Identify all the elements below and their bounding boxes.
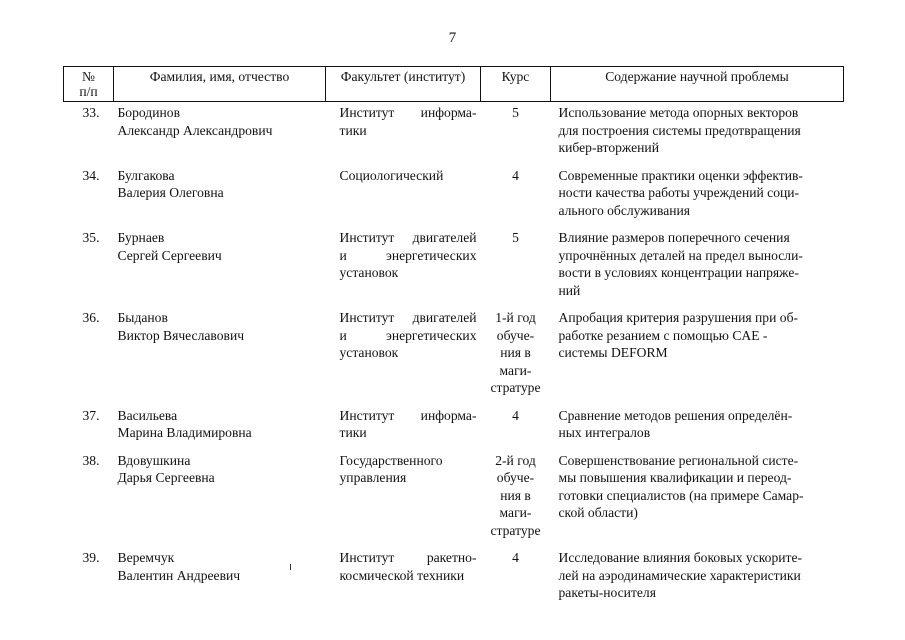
course-line: 5 (512, 230, 519, 245)
course-line: стратуре (490, 380, 541, 395)
table-row (64, 102, 844, 167)
course (481, 102, 551, 167)
research-topic-line: Совершенствование региональной систе- (558, 452, 799, 468)
table-row (64, 549, 844, 612)
scan-mark (290, 564, 291, 570)
research-topic-line: Сравнение методов решения определён- (558, 407, 793, 423)
course-line: 1-й год (495, 310, 536, 325)
course-line: 4 (512, 550, 519, 565)
header-course: Курс (481, 67, 551, 102)
research-topic-line: ных интегралов (558, 425, 651, 440)
students-table-container (63, 66, 843, 612)
research-topic-line: для построения системы предотвращения (558, 122, 801, 138)
row-number: 35. (82, 230, 100, 245)
research-topic-line: Современные практики оценки эффектив- (558, 167, 803, 183)
research-topic-line: системы DEFORM (558, 345, 668, 360)
student-name-line: Вдовушкина (117, 452, 191, 468)
row-number: 38. (82, 452, 100, 468)
course (481, 167, 551, 230)
research-topic (551, 407, 844, 452)
faculty-line: тики (339, 122, 367, 138)
student-name-line: Валерия Олеговна (117, 185, 224, 200)
faculty (326, 229, 481, 309)
faculty-line: Институт информа- (339, 407, 477, 423)
faculty-line: установок (339, 345, 399, 360)
faculty (326, 309, 481, 407)
course (481, 309, 551, 407)
faculty-line: управления (339, 470, 407, 485)
students-table (63, 66, 844, 612)
row-number: 34. (82, 167, 100, 183)
course-line: маги- (499, 362, 532, 378)
course-line: 5 (512, 105, 519, 120)
faculty-line: Институт двигателей (339, 310, 477, 325)
course-line: обуче- (496, 470, 535, 485)
student-name (114, 549, 326, 612)
faculty-line: Институт ракетно- (339, 550, 477, 565)
research-topic-line: упрочнённых деталей на предел выносли- (558, 247, 803, 263)
research-topic-line: Использование метода опорных векторов (558, 105, 799, 120)
course-line: стратуре (490, 522, 541, 538)
faculty (326, 549, 481, 612)
research-topic-line: ской области) (558, 505, 638, 520)
faculty (326, 407, 481, 452)
research-topic-line: работке резанием с помощью CAE - (558, 327, 768, 343)
research-topic-line: вости в условиях концентрации напряже- (558, 265, 799, 280)
research-topic (551, 452, 844, 550)
student-name-line: Бородинов (117, 105, 180, 120)
research-topic-line: мы повышения квалификации и переод- (558, 470, 792, 485)
student-name-line: Булгакова (117, 167, 175, 183)
student-name (114, 452, 326, 550)
faculty-line: установок (339, 265, 399, 280)
row-number: 39. (82, 550, 100, 565)
course-line: маги- (499, 505, 532, 520)
faculty-line: и энергетических (339, 247, 477, 263)
course (481, 452, 551, 550)
student-name-line: Марина Владимировна (117, 425, 252, 440)
research-topic (551, 167, 844, 230)
research-topic-line: ности качества работы учреждений соци- (558, 185, 800, 200)
student-name-line: Валентин Андреевич (117, 567, 241, 583)
research-topic-line: кибер-вторжений (558, 140, 659, 155)
course-line: ния в (500, 345, 531, 360)
research-topic-line: ракеты-носителя (558, 585, 656, 600)
faculty-line: Социологический (339, 167, 444, 183)
research-topic (551, 309, 844, 407)
course (481, 407, 551, 452)
faculty (326, 452, 481, 550)
course-line: 4 (512, 407, 519, 423)
course-line: 4 (512, 167, 519, 183)
header-faculty: Факультет (институт) (326, 67, 481, 102)
faculty-line: Институт двигателей (339, 230, 477, 245)
header-num-line: № (82, 69, 95, 84)
research-topic-line: ального обслуживания (558, 202, 691, 218)
research-topic-line: Апробация критерия разрушения при об- (558, 310, 799, 325)
faculty-line: Государственного (339, 452, 443, 468)
row-number: 33. (82, 105, 100, 120)
student-name (114, 309, 326, 407)
research-topic-line: готовки специалистов (на примере Самар- (558, 487, 804, 503)
table-row (64, 167, 844, 230)
student-name-line: Васильева (117, 407, 178, 423)
course (481, 549, 551, 612)
research-topic (551, 549, 844, 612)
faculty (326, 102, 481, 167)
table-row (64, 452, 844, 550)
table-row (64, 309, 844, 407)
header-num (64, 67, 114, 102)
student-name-line: Веремчук (117, 550, 175, 565)
student-name (114, 167, 326, 230)
header-name: Фамилия, имя, отчество (114, 67, 326, 102)
faculty-line: Институт информа- (339, 105, 477, 120)
table-row (64, 407, 844, 452)
student-name-line: Бурнаев (117, 230, 165, 245)
faculty-line: космической техники (339, 567, 465, 583)
student-name (114, 407, 326, 452)
table-body (64, 102, 844, 612)
student-name-line: Быданов (117, 310, 168, 325)
research-topic (551, 229, 844, 309)
course-line: обуче- (496, 327, 535, 343)
faculty-line: и энергетических (339, 327, 477, 343)
student-name-line: Виктор Вячеславович (117, 327, 245, 343)
course-line: 2-й год (495, 452, 536, 468)
research-topic-line: ний (558, 282, 581, 298)
research-topic-line: Исследование влияния боковых ускорите- (558, 550, 803, 565)
student-name-line: Александр Александрович (117, 122, 273, 138)
table-row (64, 229, 844, 309)
student-name (114, 102, 326, 167)
row-number: 36. (82, 310, 100, 325)
course (481, 229, 551, 309)
research-topic-line: Влияние размеров поперечного сечения (558, 230, 790, 245)
course-line: ния в (500, 487, 531, 503)
student-name (114, 229, 326, 309)
table-header (64, 67, 844, 102)
research-topic-line: лей на аэродинамические характеристики (558, 567, 801, 583)
row-number: 37. (82, 407, 100, 423)
faculty (326, 167, 481, 230)
student-name-line: Сергей Сергеевич (117, 247, 222, 263)
research-topic (551, 102, 844, 167)
header-topic: Содержание научной проблемы (551, 67, 844, 102)
header-num-line: п/п (79, 84, 98, 99)
page-number: 7 (448, 30, 457, 46)
faculty-line: тики (339, 425, 367, 440)
student-name-line: Дарья Сергеевна (117, 470, 215, 485)
